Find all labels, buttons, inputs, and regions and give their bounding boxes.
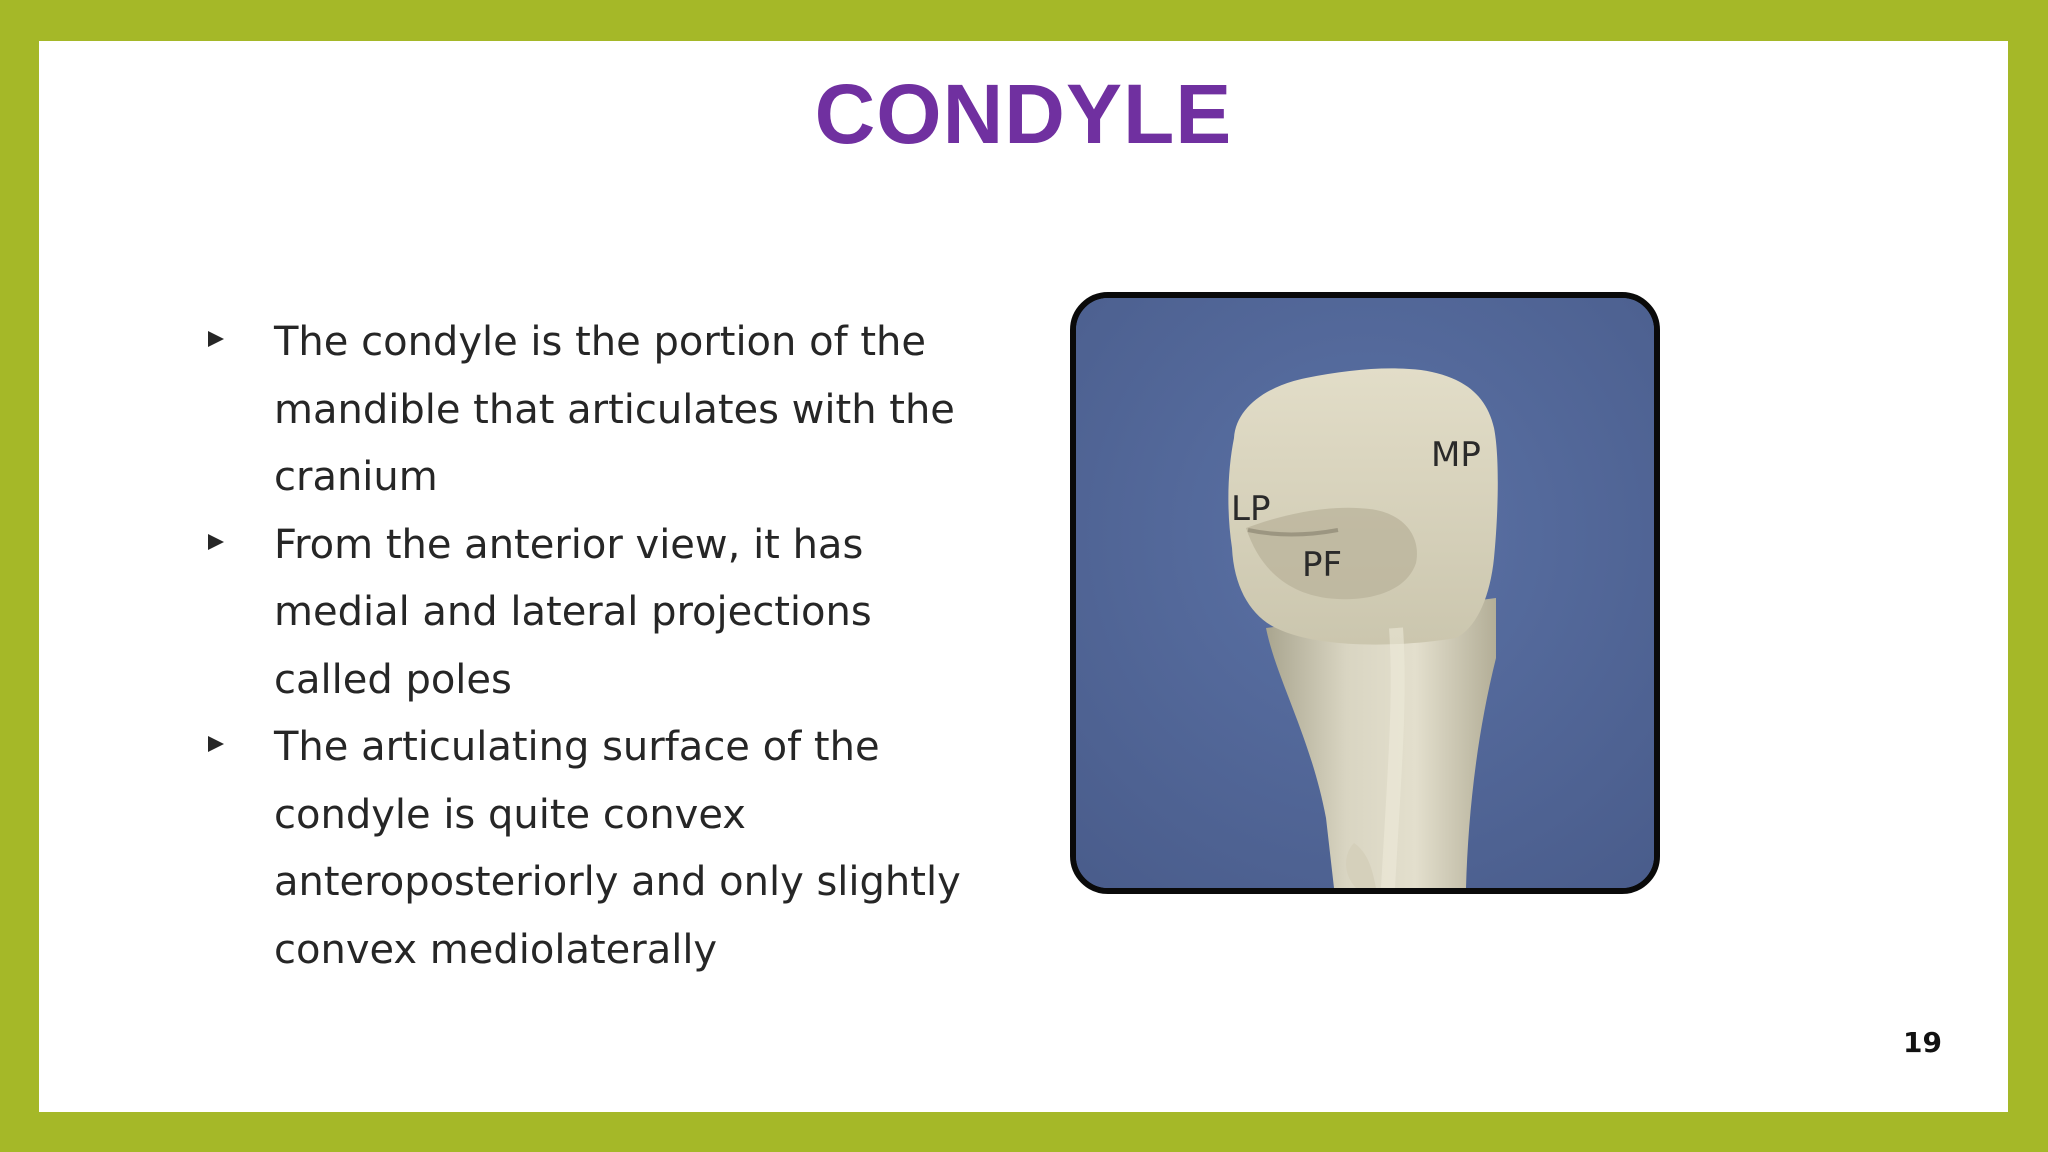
bullet-text: The articulating surface of the condyle is quite convex anteroposteriorly and only slightly convex mediolaterally (274, 724, 961, 973)
bullet-text: The condyle is the portion of the mandible that articulates with the cranium (274, 319, 955, 500)
label-lp: LP (1231, 489, 1271, 529)
condyle-bone-illustration (1076, 298, 1654, 888)
page-number: 19 (1903, 1026, 1942, 1059)
label-pf: PF (1302, 545, 1343, 585)
slide (39, 41, 2008, 1112)
bullet-list (170, 309, 990, 984)
bullet-text: From the anterior view, it has medial and lateral projections called poles (274, 521, 872, 703)
condyle-photo (1070, 292, 1660, 894)
bullet-item (170, 512, 990, 715)
triangle-bullet-icon (208, 534, 224, 550)
label-mp: MP (1431, 435, 1481, 475)
triangle-bullet-icon (208, 331, 224, 347)
bullet-item (170, 714, 990, 984)
slide-title: CONDYLE (814, 67, 1233, 161)
bullet-item (170, 309, 990, 512)
triangle-bullet-icon (208, 736, 224, 752)
